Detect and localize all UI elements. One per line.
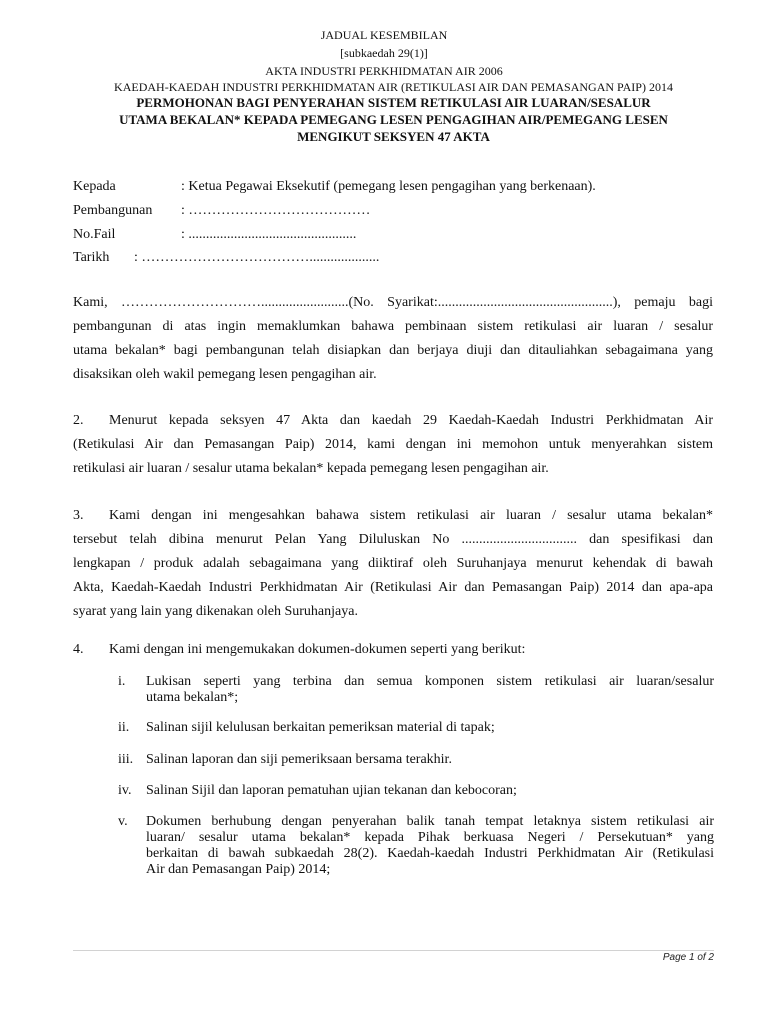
paragraph-line [73, 409, 713, 433]
field-row-pembangunan [73, 199, 370, 223]
list-numeral: iii. [118, 752, 134, 767]
paragraph-line: pembangunan di atas ingin memaklumkan bahawa pembinaan sistem retikulasi air luaran / sesalur [73, 319, 713, 334]
paragraph-number: 4. [73, 642, 84, 657]
field-label: Kepada [73, 179, 116, 194]
paragraph-1 [73, 291, 713, 387]
paragraph-line: syarat yang lain yang dikenakan oleh Suruhanjaya. [73, 604, 358, 619]
list-item-text [146, 752, 714, 768]
field-label: Tarikh [73, 250, 110, 265]
footer-rule [73, 950, 714, 951]
paragraph-2 [73, 409, 713, 481]
field-row-no-fail [73, 223, 356, 247]
paragraph-number: 2. [73, 413, 84, 428]
list-item-line: Salinan laporan dan siji pemeriksaan bersama terakhir. [146, 752, 452, 767]
form-title-line: MENGIKUT SEKSYEN 47 AKTA [297, 129, 490, 144]
list-item-text [146, 674, 714, 706]
paragraph-line-text: Kami dengan ini mengemukakan dokumen-dokumen seperti yang berikut: [109, 642, 526, 657]
field-row-kepada [73, 175, 596, 199]
list-numeral: iv. [118, 783, 132, 798]
field-label: Pembangunan [73, 203, 153, 218]
list-item-line: berkaitan di bawah subkaedah 28(2). Kaedah-kaedah Industri Perkhidmatan Air (Retikulasi [146, 846, 714, 861]
paragraph-line: tersebut telah dibina menurut Pelan Yang Diluluskan No ................................. dan spesifikasi dan [73, 532, 713, 547]
form-title-line: PERMOHONAN BAGI PENYERAHAN SISTEM RETIKULASI AIR LUARAN/SESALUR [136, 95, 651, 110]
subrule-reference: [subkaedah 29(1)] [340, 46, 428, 60]
list-item-line: Salinan sijil kelulusan berkaitan pemeriksan material di tapak; [146, 720, 495, 735]
list-item-line: Lukisan seperti yang terbina dan semua komponen sistem retikulasi air luaran/sesalur [146, 674, 714, 689]
field-label: No.Fail [73, 227, 116, 242]
list-numeral: v. [118, 814, 128, 829]
list-item [118, 720, 714, 736]
list-item-text [146, 814, 714, 878]
list-item-text [146, 783, 714, 799]
paragraph-line: utama bekalan* bagi pembangunan telah disiapkan dan berjaya diuji dan ditauliahkan sebagaimana yang [73, 343, 713, 358]
list-item-line: utama bekalan*; [146, 690, 239, 705]
field-value: : ……………………………….................... [134, 250, 380, 265]
paragraph-line [73, 504, 713, 528]
act-title: AKTA INDUSTRI PERKHIDMATAN AIR 2006 [265, 64, 503, 78]
field-row-tarikh [73, 246, 379, 270]
paragraph-line: disaksikan oleh wakil pemegang lesen pengagihan air. [73, 367, 377, 382]
paragraph-line-text: Kami dengan ini mengesahkan bahawa sistem retikulasi air luaran / sesalur utama bekalan* [109, 508, 713, 523]
paragraph-line: retikulasi air luaran / sesalur utama bekalan* kepada pemegang lesen pengagihan air. [73, 461, 549, 476]
list-item [118, 674, 714, 706]
field-value: : ………………………………… [181, 203, 371, 218]
list-item-text [146, 720, 714, 736]
list-numeral: ii. [118, 720, 130, 735]
paragraph-line: Akta, Kaedah-Kaedah Industri Perkhidmatan Air (Retikulasi Air dan Pemasangan Paip) 2014 dan apa-apa [73, 580, 713, 595]
rules-title: KAEDAH-KAEDAH INDUSTRI PERKHIDMATAN AIR (RETIKULASI AIR DAN PEMASANGAN PAIP) 2014 [114, 80, 673, 94]
field-value: : ................................................ [181, 227, 357, 242]
list-item-line: luaran/ sesalur utama bekalan* kepada Pihak berkuasa Negeri / Persekutuan* yang [146, 830, 714, 845]
paragraph-4 [73, 638, 713, 662]
paragraph-line: Kami, ………………………….........................(No. Syarikat:..................................................), pemaju bagi [73, 295, 713, 310]
list-numeral: i. [118, 674, 126, 689]
paragraph-line: (Retikulasi Air dan Pemasangan Paip) 2014, kami dengan ini memohon untuk menyerahkan sistem [73, 437, 713, 452]
schedule-heading: JADUAL KESEMBILAN [320, 28, 448, 42]
paragraph-line [73, 638, 713, 662]
list-item-line: Dokumen berhubung dengan penyerahan balik tanah tempat letaknya sistem retikulasi air [146, 814, 714, 829]
paragraph-line: lengkapan / produk adalah sebagaimana yang diiktiraf oleh Suruhanjaya menurut kehendak di bawah [73, 556, 713, 571]
paragraph-3 [73, 504, 713, 624]
list-item-line: Salinan Sijil dan laporan pematuhan ujian tekanan dan kebocoran; [146, 783, 517, 798]
list-item [118, 814, 714, 878]
list-item-line: Air dan Pemasangan Paip) 2014; [146, 862, 331, 877]
paragraph-number: 3. [73, 508, 84, 523]
paragraph-line-text: Menurut kepada seksyen 47 Akta dan kaedah 29 Kaedah-Kaedah Industri Perkhidmatan Air [109, 413, 713, 428]
page-number: Page 1 of 2 [662, 952, 714, 963]
list-item [118, 783, 714, 799]
form-title-line: UTAMA BEKALAN* KEPADA PEMEGANG LESEN PENGAGIHAN AIR/PEMEGANG LESEN [119, 112, 668, 127]
field-value: : Ketua Pegawai Eksekutif (pemegang lesen pengagihan yang berkenaan). [181, 179, 596, 194]
list-item [118, 752, 714, 768]
